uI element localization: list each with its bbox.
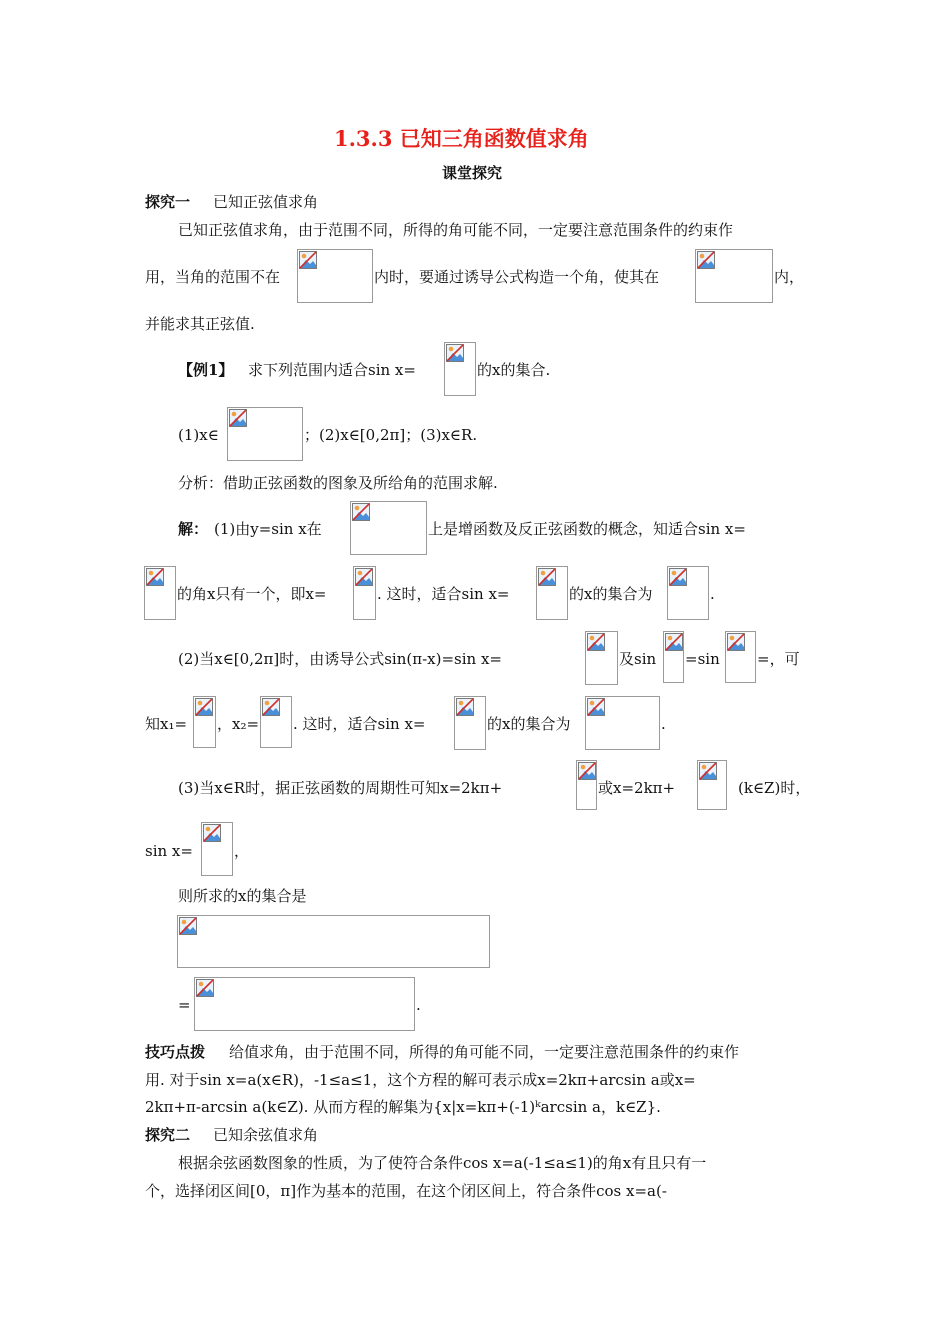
solution3-b: 或x=2kπ+	[598, 779, 676, 797]
solution2-i: .	[661, 715, 666, 733]
section2-line1: 根据余弦函数图象的性质，为了使符合条件cos x=a(-1≤a≤1)的角x有且只有一	[178, 1154, 707, 1172]
section1-para-line1: 已知正弦值求角，由于范围不同，所得的角可能不同，一定要注意范围条件的约束作	[178, 221, 734, 239]
broken-image-icon	[665, 633, 683, 651]
solution2-f: ，x₂=	[217, 715, 260, 733]
solution1-a: (1)由y=sin x在	[214, 520, 322, 538]
broken-image-icon	[669, 568, 687, 586]
formula-image	[536, 566, 568, 620]
example-text-b: 的x的集合.	[477, 361, 551, 379]
solution2-c: =sin	[685, 650, 720, 668]
solution3-c: (k∈Z)时，	[738, 779, 811, 797]
broken-image-icon	[587, 633, 605, 651]
solution1-e: 的x的集合为	[569, 585, 653, 603]
broken-image-icon	[697, 251, 715, 269]
broken-image-icon	[262, 698, 280, 716]
formula-image	[695, 249, 773, 303]
broken-image-icon	[203, 824, 221, 842]
example-text-a: 求下列范围内适合sin x=	[248, 361, 416, 379]
analysis-text: 分析：借助正弦函数的图象及所给角的范围求解.	[178, 474, 498, 492]
formula-image	[260, 696, 292, 748]
solution-label: 解：	[178, 520, 209, 538]
section1-para-line2b: 内时，要通过诱导公式构造一个角，使其在	[374, 268, 660, 286]
formula-image	[177, 915, 490, 968]
solution2-d: =，可	[757, 650, 800, 668]
example-parts-b: ；(2)x∈[0,2π]；(3)x∈R.	[304, 426, 478, 444]
solution3-h: .	[416, 996, 421, 1014]
broken-image-icon	[538, 568, 556, 586]
formula-image	[194, 977, 415, 1031]
broken-image-icon	[699, 762, 717, 780]
page-title: 1.3.3 已知三角函数值求角	[334, 126, 589, 151]
solution3-d: sin x=	[145, 842, 193, 860]
broken-image-icon	[179, 917, 197, 935]
formula-image	[585, 631, 618, 685]
solution2-h: 的x的集合为	[487, 715, 571, 733]
broken-image-icon	[299, 251, 317, 269]
broken-image-icon	[446, 344, 464, 362]
section1-para-line2a: 用，当角的范围不在	[145, 268, 281, 286]
formula-image	[585, 696, 660, 750]
broken-image-icon	[195, 698, 213, 716]
formula-image	[353, 566, 376, 620]
tip-line1: 给值求角，由于范围不同，所得的角可能不同，一定要注意范围条件的约束作	[229, 1043, 740, 1061]
broken-image-icon	[352, 503, 370, 521]
section1-heading: 探究一	[145, 193, 191, 211]
example-parts-a: (1)x∈	[178, 426, 219, 444]
solution1-d: . 这时，适合sin x=	[377, 585, 510, 603]
solution3-a: (3)当x∈R时，据正弦函数的周期性可知x=2kπ+	[178, 779, 503, 797]
formula-image	[725, 631, 756, 683]
formula-image	[144, 566, 176, 620]
formula-image	[697, 760, 727, 810]
formula-image	[227, 407, 303, 461]
page-subtitle: 课堂探究	[442, 164, 503, 182]
broken-image-icon	[578, 762, 596, 780]
formula-image	[444, 342, 476, 396]
tip-label: 技巧点拨	[145, 1043, 206, 1061]
solution2-a: (2)当x∈[0,2π]时，由诱导公式sin(π-x)=sin x=	[178, 650, 502, 668]
formula-image	[350, 501, 427, 555]
section2-heading-text: 已知余弦值求角	[213, 1126, 319, 1144]
formula-image	[454, 696, 486, 750]
formula-image	[193, 696, 216, 748]
solution2-g: . 这时，适合sin x=	[293, 715, 426, 733]
formula-image	[663, 631, 684, 683]
solution2-b: 及sin	[619, 650, 657, 668]
broken-image-icon	[727, 633, 745, 651]
broken-image-icon	[146, 568, 164, 586]
broken-image-icon	[456, 698, 474, 716]
formula-image	[297, 249, 373, 303]
formula-image	[667, 566, 709, 620]
example-label: 【例1】	[178, 361, 234, 379]
broken-image-icon	[355, 568, 373, 586]
section1-heading-text: 已知正弦值求角	[213, 193, 319, 211]
broken-image-icon	[196, 979, 214, 997]
solution3-f: 则所求的x的集合是	[178, 887, 307, 905]
solution1-b: 上是增函数及反正弦函数的概念，知适合sin x=	[428, 520, 746, 538]
section1-para-line3: 并能求其正弦值.	[145, 315, 255, 333]
solution3-e: ，	[234, 842, 250, 860]
solution1-f: .	[710, 585, 715, 603]
broken-image-icon	[229, 409, 247, 427]
broken-image-icon	[587, 698, 605, 716]
section1-para-line2c: 内，	[774, 268, 805, 286]
formula-image	[201, 822, 233, 876]
section2-line2: 个，选择闭区间[0，π]作为基本的范围，在这个闭区间上，符合条件cos x=a(-	[145, 1182, 667, 1200]
section2-heading: 探究二	[145, 1126, 191, 1144]
solution3-g: =	[178, 996, 191, 1014]
tip-line2: 用. 对于sin x=a(x∈R)，-1≤a≤1，这个方程的解可表示成x=2kπ+arcsin a或x=	[145, 1071, 696, 1089]
solution2-e: 知x₁=	[145, 715, 188, 733]
solution1-c: 的角x只有一个，即x=	[177, 585, 327, 603]
formula-image	[576, 760, 597, 810]
tip-line3: 2kπ+π-arcsin a(k∈Z). 从而方程的解集为{x|x=kπ+(-1)ᵏarcsin a，k∈Z}.	[145, 1098, 661, 1116]
